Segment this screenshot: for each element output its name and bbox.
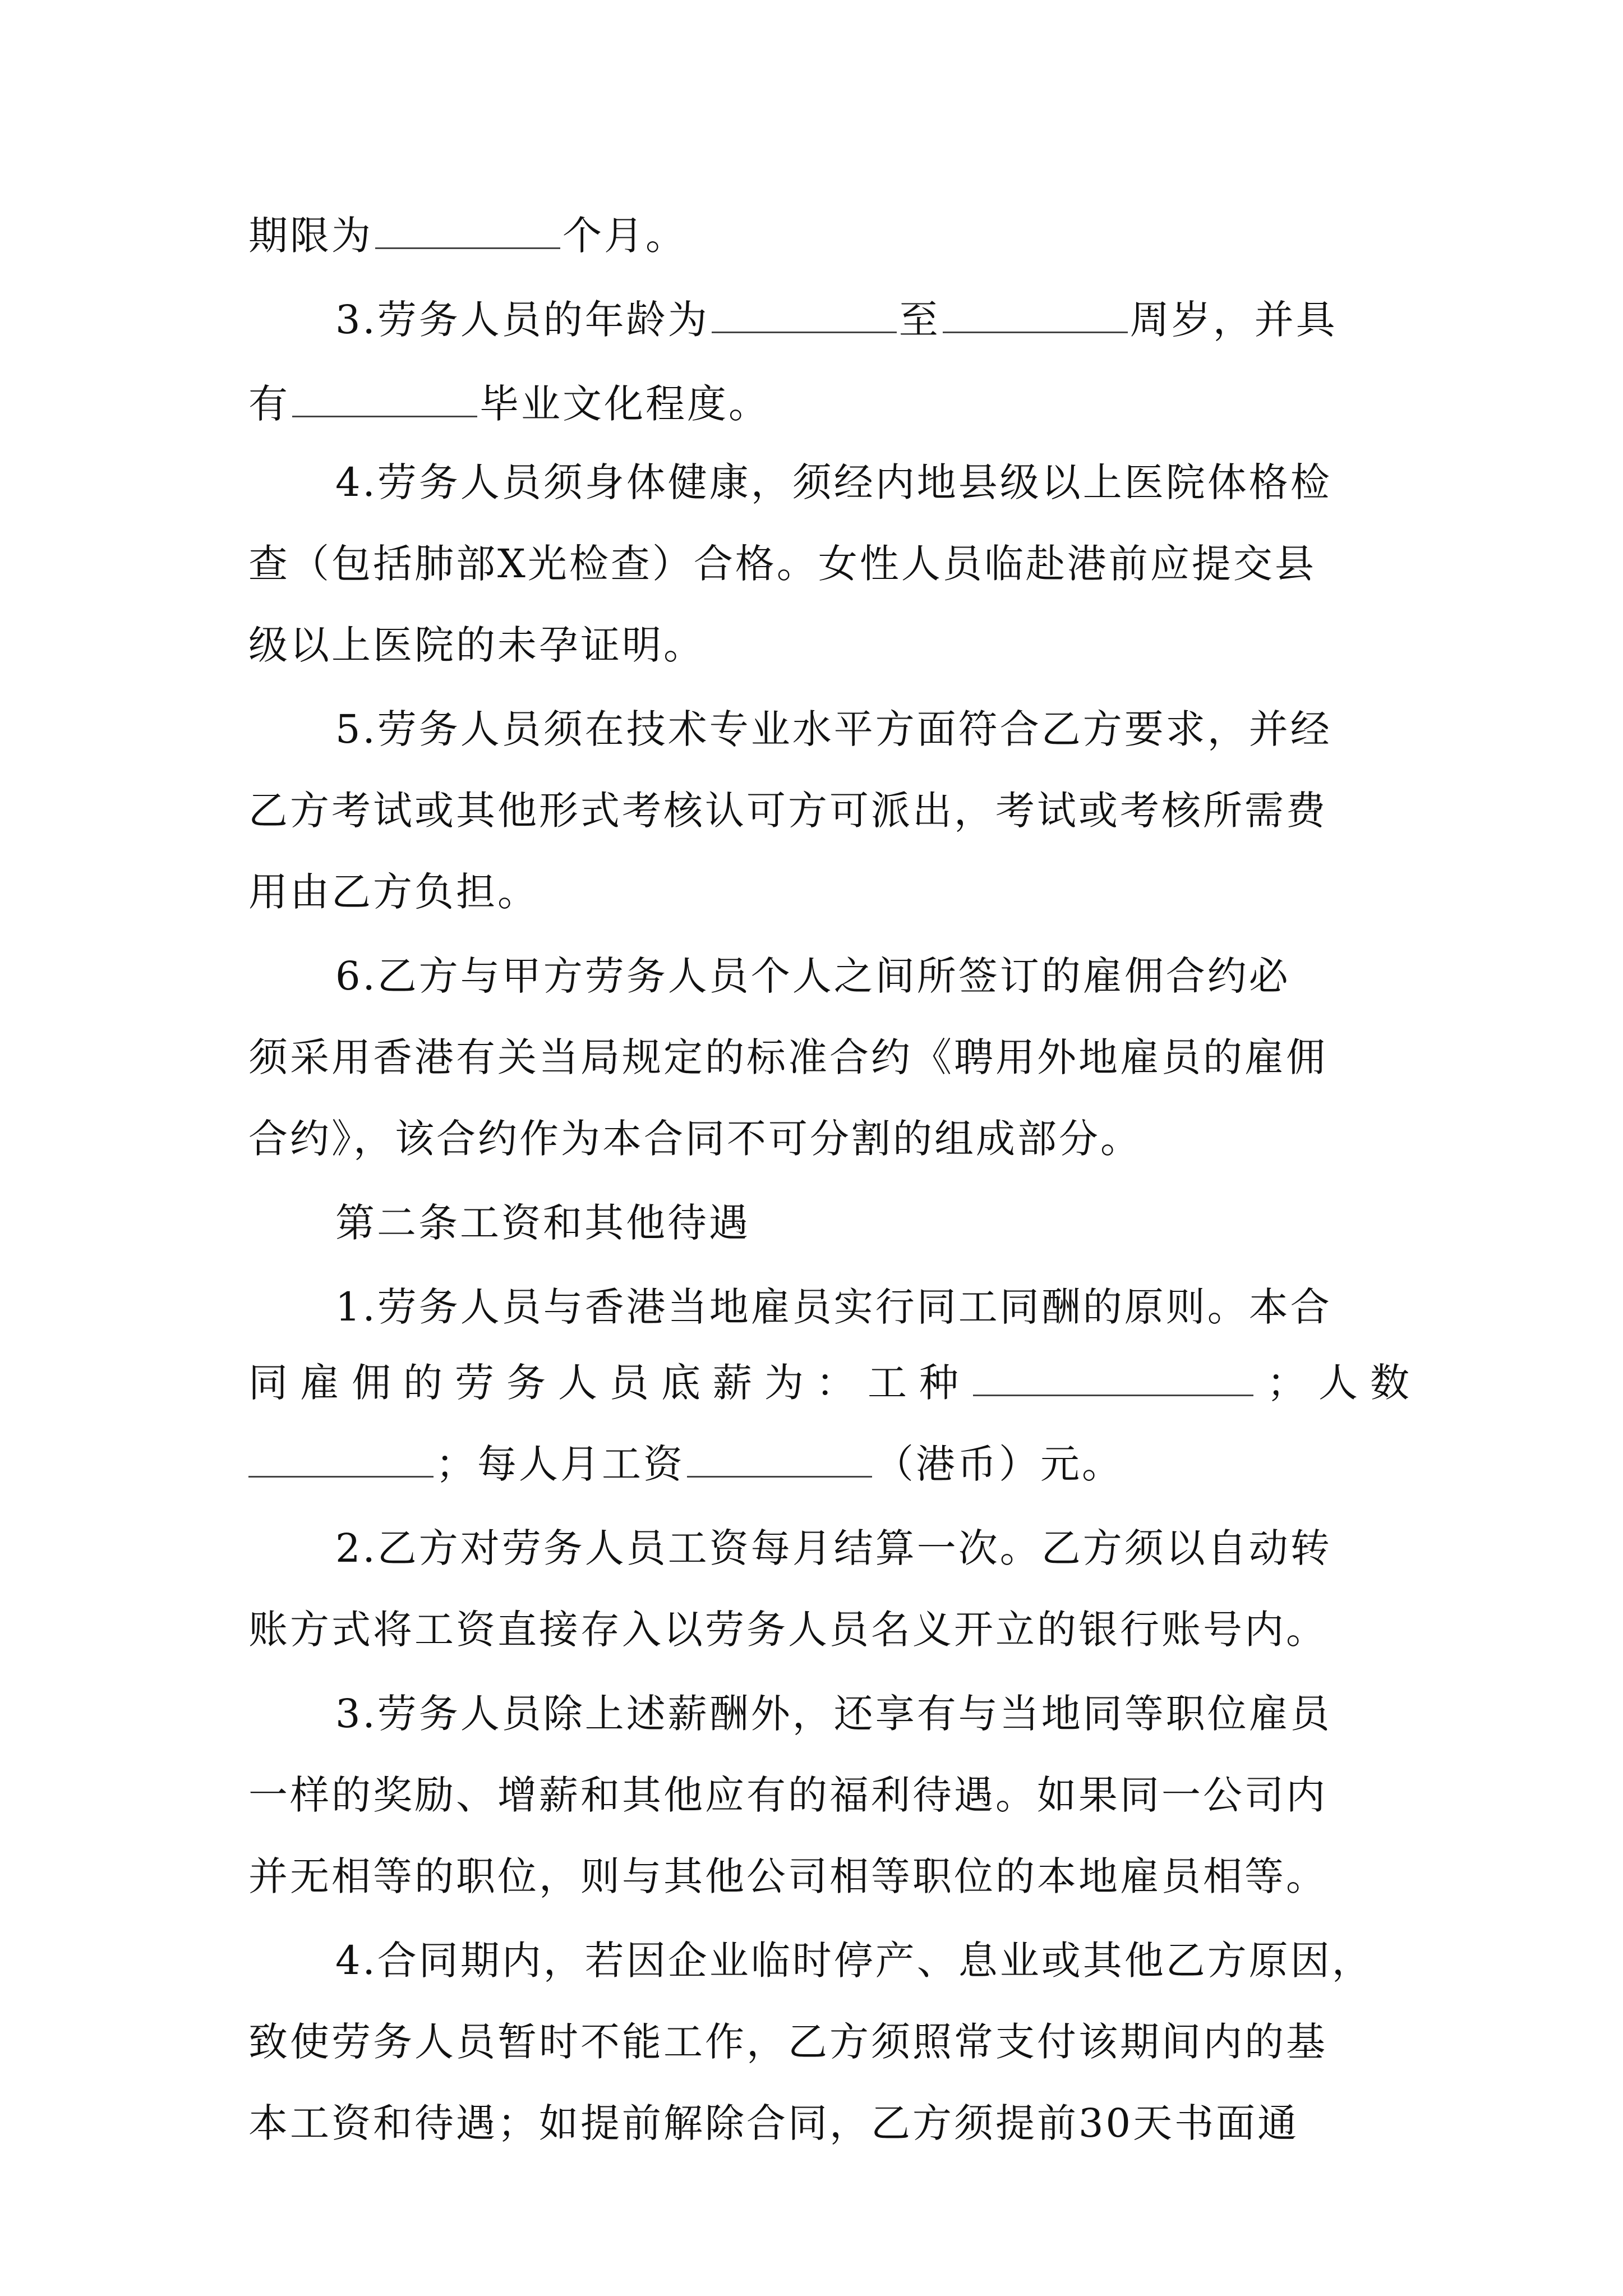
fill-in-blank (712, 300, 897, 333)
text-segment: 3.劳务人员的年龄为 (335, 297, 709, 343)
text-line (335, 286, 1474, 353)
text-line: 查（包括肺部X光检查）合格。女性人员临赴港前应提交县 (248, 541, 1316, 587)
text-line: 2.乙方对劳务人员工资每月结算一次。乙方须以自动转 (335, 1525, 1332, 1571)
text-segment: 毕业文化程度。 (479, 381, 770, 427)
text-segment: （港币）元。 (874, 1441, 1123, 1487)
text-line: 乙方考试或其他形式考核认可方可派出，考试或考核所需费 (248, 788, 1327, 834)
text-segment: 周岁，并具 (1129, 297, 1338, 343)
text-line: 6.乙方与甲方劳务人员个人之间所签订的雇佣合约必 (335, 953, 1290, 999)
text-line: 4.合同期内，若因企业临时停产、息业或其他乙方原因， (335, 1938, 1373, 1984)
text-line: 本工资和待遇；如提前解除合同，乙方须提前30天书面通 (248, 2100, 1299, 2146)
fill-in-blank (943, 300, 1128, 333)
text-segment: ；每人月工资 (436, 1441, 685, 1487)
text-segment: 个月。 (562, 213, 687, 259)
text-segment: 同雇佣的劳务人员底薪为：工种 (248, 1360, 971, 1406)
text-line: 4.劳务人员须身体健康，须经内地县级以上医院体格检 (335, 459, 1332, 505)
text-line: 账方式将工资直接存入以劳务人员名义开立的银行账号内。 (248, 1607, 1327, 1653)
text-segment: 至 (898, 297, 940, 343)
text-line: 致使劳务人员暂时不能工作，乙方须照常支付该期间内的基 (248, 2019, 1327, 2065)
text-segment: ；人数 (1267, 1360, 1422, 1406)
fill-in-blank (292, 384, 477, 417)
fill-in-blank (248, 1444, 434, 1478)
text-line: 须采用香港有关当局规定的标准合约《聘用外地雇员的雇佣 (248, 1034, 1327, 1080)
text-line: 合约》，该合约作为本合同不可分割的组成部分。 (248, 1116, 1142, 1162)
text-line (248, 1430, 1387, 1498)
text-line: 5.劳务人员须在技术专业水平方面符合乙方要求，并经 (335, 706, 1332, 752)
fill-in-blank (375, 216, 560, 249)
text-line: 3.劳务人员除上述薪酬外，还享有与当地同等职位雇员 (335, 1691, 1332, 1737)
section-heading: 第二条工资和其他待遇 (335, 1200, 750, 1246)
text-line (248, 202, 1387, 269)
text-segment: 期限为 (248, 213, 373, 259)
fill-in-blank (973, 1363, 1253, 1396)
text-line: 一样的奖励、增薪和其他应有的福利待遇。如果同一公司内 (248, 1772, 1327, 1818)
fill-in-blank (687, 1444, 872, 1478)
text-line (248, 370, 1387, 438)
text-line: 用由乙方负担。 (248, 869, 539, 915)
text-line: 并无相等的职位，则与其他公司相等职位的本地雇员相等。 (248, 1853, 1327, 1899)
text-line: 1.劳务人员与香港当地雇员实行同工同酬的原则。本合 (335, 1284, 1332, 1330)
text-segment: 有 (248, 381, 290, 427)
text-line: 级以上医院的未孕证明。 (248, 622, 705, 668)
text-line (248, 1349, 1422, 1416)
